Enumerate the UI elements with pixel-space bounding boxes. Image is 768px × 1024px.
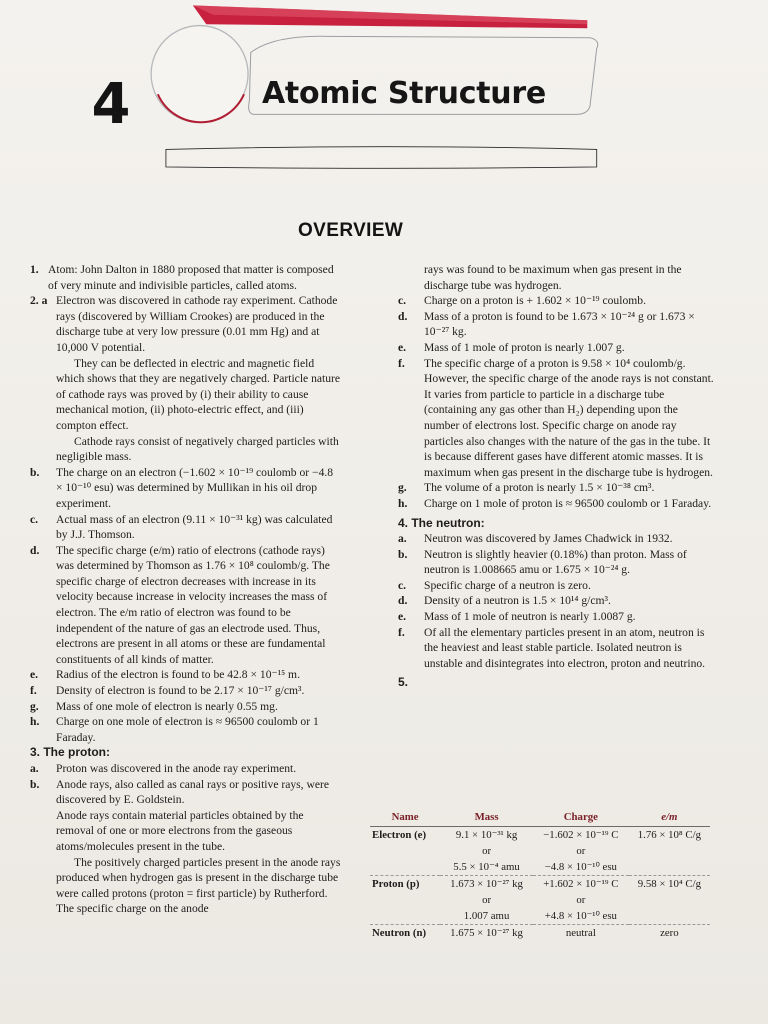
item-marker: a.	[398, 532, 407, 546]
item-d	[30, 543, 342, 668]
paragraph: rays was found to be maximum when gas present in the discharge tube was hydrogen.	[424, 263, 682, 292]
item-text: Actual mass of an electron (9.11 × 10⁻³¹ kg) was calculated by J.J. Thomson.	[56, 512, 333, 542]
table-cell: 9.1 × 10⁻³¹ kg	[455, 829, 518, 841]
item-marker: a.	[30, 762, 39, 775]
table-header: Name	[370, 808, 440, 827]
paragraph: The positively charged particles present in the anode rays produced when hydrogen gas is present in the discharge tube were called protons (proton = first particle) by Rutherford. The specific charge on the anode	[56, 855, 341, 916]
table-cell: or	[576, 894, 586, 906]
item-text: Anode rays, also called as canal rays or positive rays, were discovered by E. Goldstein.	[56, 777, 329, 807]
table-cell: Neutron (n)	[370, 925, 440, 942]
left-column	[30, 262, 342, 917]
item-marker: h.	[30, 715, 40, 729]
item-marker: b.	[398, 547, 408, 561]
item-text: Electron was discovered in cathode ray experiment. Cathode rays (discovered by William Crookes) are produced in the discharge tube at very low pressure (0.01 mm Hg) and at 10,000 V potential.	[56, 294, 338, 354]
item-marker: e.	[398, 340, 407, 354]
item-proton-e	[398, 340, 716, 356]
item-marker: b.	[30, 465, 40, 479]
item-text: Charge on one mole of electron is ≈ 96500 coulomb or 1 Faraday.	[56, 715, 319, 744]
item-marker: f.	[30, 684, 37, 698]
item-neutron-e	[398, 609, 716, 625]
section-heading-proton: 3. The proton:	[30, 745, 110, 760]
item-text: The specific charge (e/m) ratio of electrons (cathode rays) was determined by Thomson as 1.76 × 10⁸ coulomb/g. The specific charge of electron decreases with increase in its velocity because increase in velocity increases the mass of electron. The e/m ratio of electron was found to be independent of the nature of gas an electrode used. Thus, electrons are present in all atoms or these are fundamental constituents of all kinds of matter.	[56, 543, 330, 666]
item-marker: d.	[398, 594, 408, 608]
table-cell: or	[576, 845, 586, 857]
table-cell: 1.76 × 10⁸ C/g	[637, 829, 701, 841]
table-cell: neutral	[533, 925, 629, 942]
table-row	[370, 827, 710, 844]
item-h	[30, 714, 342, 745]
table-cell	[370, 892, 440, 908]
item-marker: 1.	[30, 263, 39, 276]
table-row	[370, 892, 710, 908]
table-cell: 5.5 × 10⁻⁴ amu	[453, 861, 520, 873]
chapter-title: Atomic Structure	[262, 76, 546, 111]
section-heading-neutron: 4. The neutron:	[398, 515, 485, 530]
table-row	[370, 876, 710, 893]
item-text: Mass of 1 mole of neutron is nearly 1.0087 g.	[424, 610, 636, 624]
table-cell: +4.8 × 10⁻¹⁰ esu	[544, 910, 617, 922]
item-proton-f	[398, 356, 716, 481]
paragraph: They can be deflected in electric and magnetic field which shows that they are negatively charged. Particle nature of cathode rays was proved by (i) their ability to cause mechanical motion, (ii) photo-electric effect, and (iii) compton effect.	[56, 356, 341, 432]
item-text: Atom: John Dalton in 1880 proposed that matter is composed of very minute and indivisible particles, called atoms.	[48, 263, 334, 292]
item-text: Specific charge of a neutron is zero.	[424, 578, 591, 592]
item-marker: 2. a	[30, 294, 48, 308]
right-column	[398, 262, 716, 691]
table-header: e/m	[629, 808, 710, 827]
item-neutron-d	[398, 593, 716, 609]
item-text: Mass of 1 mole of proton is nearly 1.007 g.	[424, 340, 625, 354]
table-cell	[629, 859, 710, 876]
table-cell: Electron (e)	[372, 829, 427, 841]
item-marker: d.	[30, 543, 40, 557]
item-marker: g.	[30, 699, 39, 713]
table-header: Mass	[440, 808, 533, 827]
item-text: Charge on 1 mole of proton is ≈ 96500 coulomb or 1 Faraday.	[424, 496, 712, 510]
paragraph: Anode rays contain material particles obtained by the removal of one or more electrons from the gaseous atoms/molecules present in the tube.	[56, 808, 304, 853]
item-marker: e.	[398, 610, 407, 624]
item-text: Radius of the electron is found to be 42.8 × 10⁻¹⁵ m.	[56, 668, 300, 682]
table-cell: 9.58 × 10⁴ C/g	[629, 876, 710, 893]
table-cell: zero	[629, 925, 710, 942]
item-text: Density of electron is found to be 2.17 × 10⁻¹⁷ g/cm³.	[56, 684, 305, 698]
table-cell: 1.007 amu	[463, 910, 510, 922]
item-text: Of all the elementary particles present in an atom, neutron is the heaviest and least stable particle. Isolated neutron is unstable and disintegrates into electron, proton and neutrino.	[424, 625, 706, 670]
table-cell: Proton (p)	[370, 876, 440, 893]
table-header: Charge	[533, 808, 629, 827]
item-text: Density of a neutron is 1.5 × 10¹⁴ g/cm³.	[424, 594, 611, 608]
chapter-number: 4	[91, 72, 131, 137]
table-cell	[629, 908, 710, 925]
table-cell	[370, 843, 440, 859]
table-cell	[629, 892, 710, 908]
particle-table	[370, 808, 710, 941]
item-neutron-b	[398, 547, 716, 578]
paragraph: Cathode rays consist of negatively charged particles with negligible mass.	[56, 434, 339, 464]
table-cell: or	[482, 845, 492, 857]
table-header-row	[370, 808, 710, 827]
item-text: Proton was discovered in the anode ray experiment.	[56, 762, 297, 775]
item-proton-c	[398, 293, 716, 309]
table-cell: −1.602 × 10⁻¹⁹ C	[543, 829, 619, 841]
item-atom	[30, 262, 342, 293]
item-text: The volume of a proton is nearly 1.5 × 10⁻³⁸ cm³.	[424, 481, 655, 495]
item-e	[30, 667, 342, 683]
table-cell	[370, 908, 440, 925]
item-proton-g	[398, 480, 716, 496]
item-f	[30, 683, 342, 699]
item-marker: b.	[30, 777, 40, 791]
table-cell: −4.8 × 10⁻¹⁰ esu	[544, 861, 617, 873]
item-proton-d	[398, 309, 716, 340]
item-text: Mass of one mole of electron is nearly 0.55 mg.	[56, 699, 278, 713]
table-row	[370, 908, 710, 925]
item-c	[30, 512, 342, 543]
item-marker: c.	[398, 578, 407, 592]
item-marker: d.	[398, 309, 408, 323]
item-marker: c.	[30, 512, 39, 526]
table-cell	[370, 859, 440, 876]
item-neutron-f	[398, 625, 716, 672]
item-g	[30, 699, 342, 715]
item-text: Neutron was discovered by James Chadwick in 1932.	[424, 532, 673, 546]
item-text: Neutron is slightly heavier (0.18%) than proton. Mass of neutron is 1.008665 amu or 1.675 × 10⁻²⁴ g.	[424, 547, 687, 577]
item-proton-a	[30, 761, 342, 777]
item-text: Charge on a proton is + 1.602 × 10⁻¹⁹ coulomb.	[424, 294, 646, 308]
table-row	[370, 843, 710, 859]
table-cell: 1.675 × 10⁻²⁷ kg	[440, 925, 533, 942]
table-row	[370, 925, 710, 942]
item-neutron-a	[398, 531, 716, 547]
table-cell	[629, 843, 710, 859]
overview-heading: OVERVIEW	[298, 220, 404, 241]
item-proton-h	[398, 496, 716, 512]
item-electron	[30, 293, 342, 355]
table-cell: or	[482, 894, 492, 906]
item-proton-b	[30, 777, 342, 808]
item-marker: g.	[398, 481, 407, 495]
item-marker: c.	[398, 294, 407, 308]
item-marker: f.	[398, 625, 405, 639]
section-heading-table: 5.	[398, 675, 409, 690]
item-b	[30, 465, 342, 512]
table-row	[370, 859, 710, 876]
item-marker: e.	[30, 668, 39, 682]
table-cell: +1.602 × 10⁻¹⁹ C	[533, 876, 629, 893]
item-marker: h.	[398, 496, 408, 510]
item-neutron-c	[398, 578, 716, 594]
item-marker: f.	[398, 356, 405, 370]
item-text: The charge on an electron (−1.602 × 10⁻¹⁹ coulomb or −4.8 × 10⁻¹⁰ esu) was determined by Mullikan in his oil drop experiment.	[56, 465, 334, 510]
table-cell: 1.673 × 10⁻²⁷ kg	[440, 876, 533, 893]
item-text: The specific charge of a proton is 9.58 × 10⁴ coulomb/g. However, the specific charge of the anode rays is not constant. It varies from particle to particle in a discharge tube (containing any gas other than H₂) depending upon the number of electrons lost. Specific charge on anode ray particles also changes with the nature of the gas in the tube. It is because different gases have different atomic masses. It is maximum when gas present in the discharge tube is hydrogen.	[424, 356, 714, 479]
item-text: Mass of a proton is found to be 1.673 × 10⁻²⁴ g or 1.673 × 10⁻²⁷ kg.	[424, 309, 695, 339]
